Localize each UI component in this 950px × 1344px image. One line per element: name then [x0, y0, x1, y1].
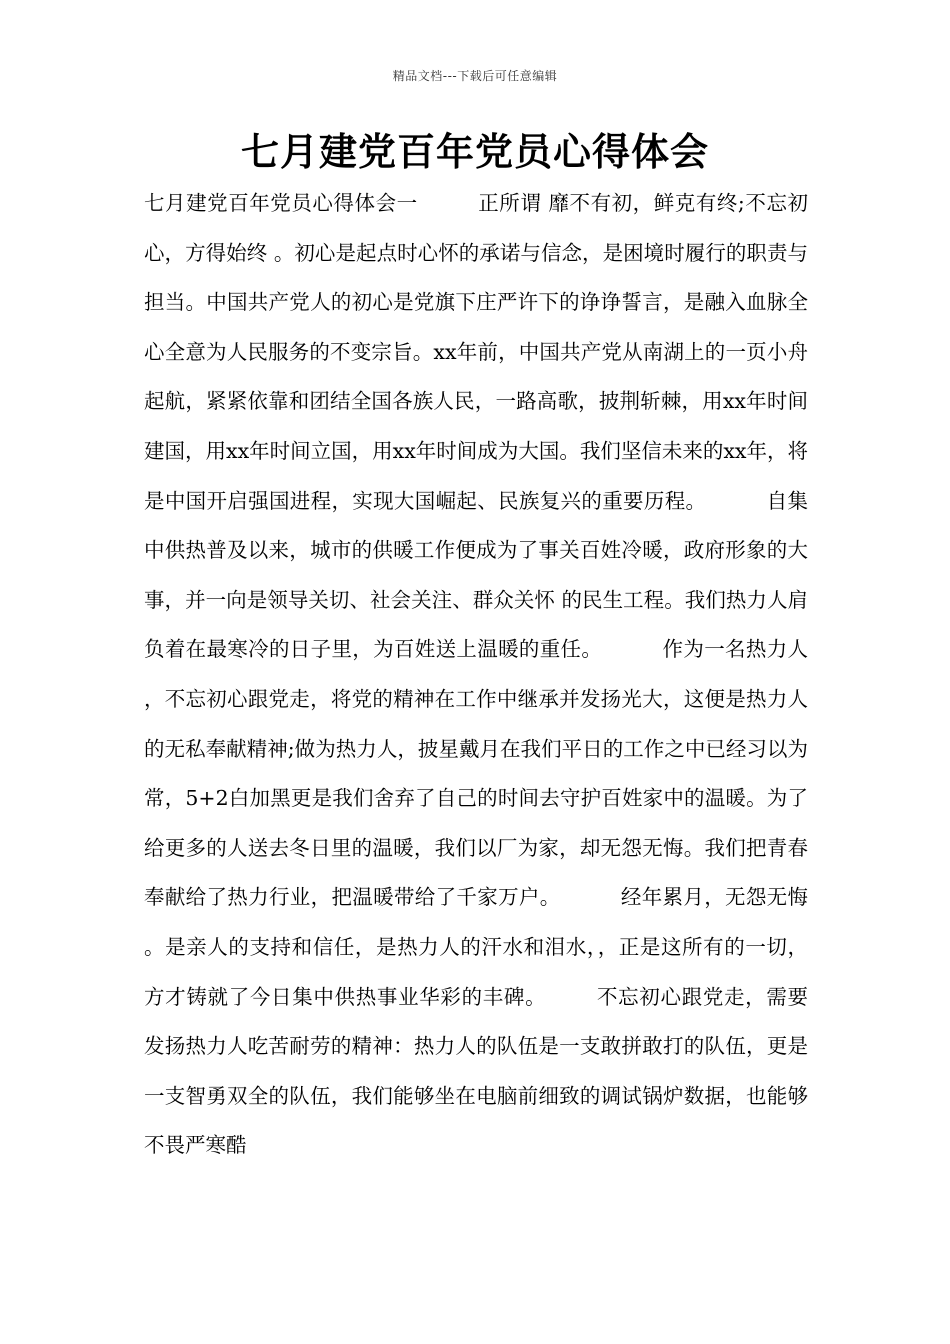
body-segment-2: 自集中供热普及以来，城市的供暖工作便成为了事关百姓冷暖，政府形象的大事，并一向是领导关切、社会关注、群众关怀 的民生工程。我们热力人肩负着在最寒冷的日子里，为百姓送上温暖的重任。 [144, 488, 808, 662]
body-segment-1: 正所谓 靡不有初，鲜克有终;不忘初心，方得始终 。初心是起点时心怀的承诺与信念，是困境时履行的职责与担当。中国共产党人的初心是党旗下庄严许下的诤诤誓言，是融入血脉全心全意为人民服务的不变宗旨。xx年前，中国共产党从南湖上的一页小舟起航，紧紧依靠和团结全国各族人民，一路高歌，披荆斩棘，用xx年时间建国，用xx年时间立国，用xx年时间成为大国。我们坚信未来的xx年，将是中国开启强国进程，实现大国崛起、民族复兴的重要历程。 [144, 191, 808, 513]
header-note: 精品文档---下载后可任意编辑 [392, 69, 558, 83]
body-segment-5: 不忘初心跟党走，需要发扬热力人吃苦耐劳的精神：热力人的队伍是一支敢拼敢打的队伍，更是一支智勇双全的队伍，我们能够坐在电脑前细致的调试锅炉数据，也能够不畏严寒酷 [144, 984, 809, 1158]
document-body [144, 179, 808, 1171]
body-segment-heading: 七月建党百年党员心得体会一 [144, 191, 418, 215]
document-title: 七月建党百年党员心得体会 [240, 130, 709, 174]
body-segment-4: 经年累月，无怨无悔。是亲人的支持和信任，是热力人的汗水和泪水，，正是这所有的一切，方才铸就了今日集中供热事业华彩的丰碑。 [144, 885, 809, 1009]
body-segment-3: 作为一名热力人，不忘初心跟党走，将党的精神在工作中继承并发扬光大，这便是热力人的无私奉献精神;做为热力人，披星戴月在我们平日的工作之中已经习以为常，5+2白加黑更是我们舍弃了自己的时间去守护百姓家中的温暖。为了给更多的人送去冬日里的温暖，我们以厂为家，却无怨无悔。我们把青春奉献给了热力行业，把温暖带给了千家万户。 [144, 637, 809, 910]
